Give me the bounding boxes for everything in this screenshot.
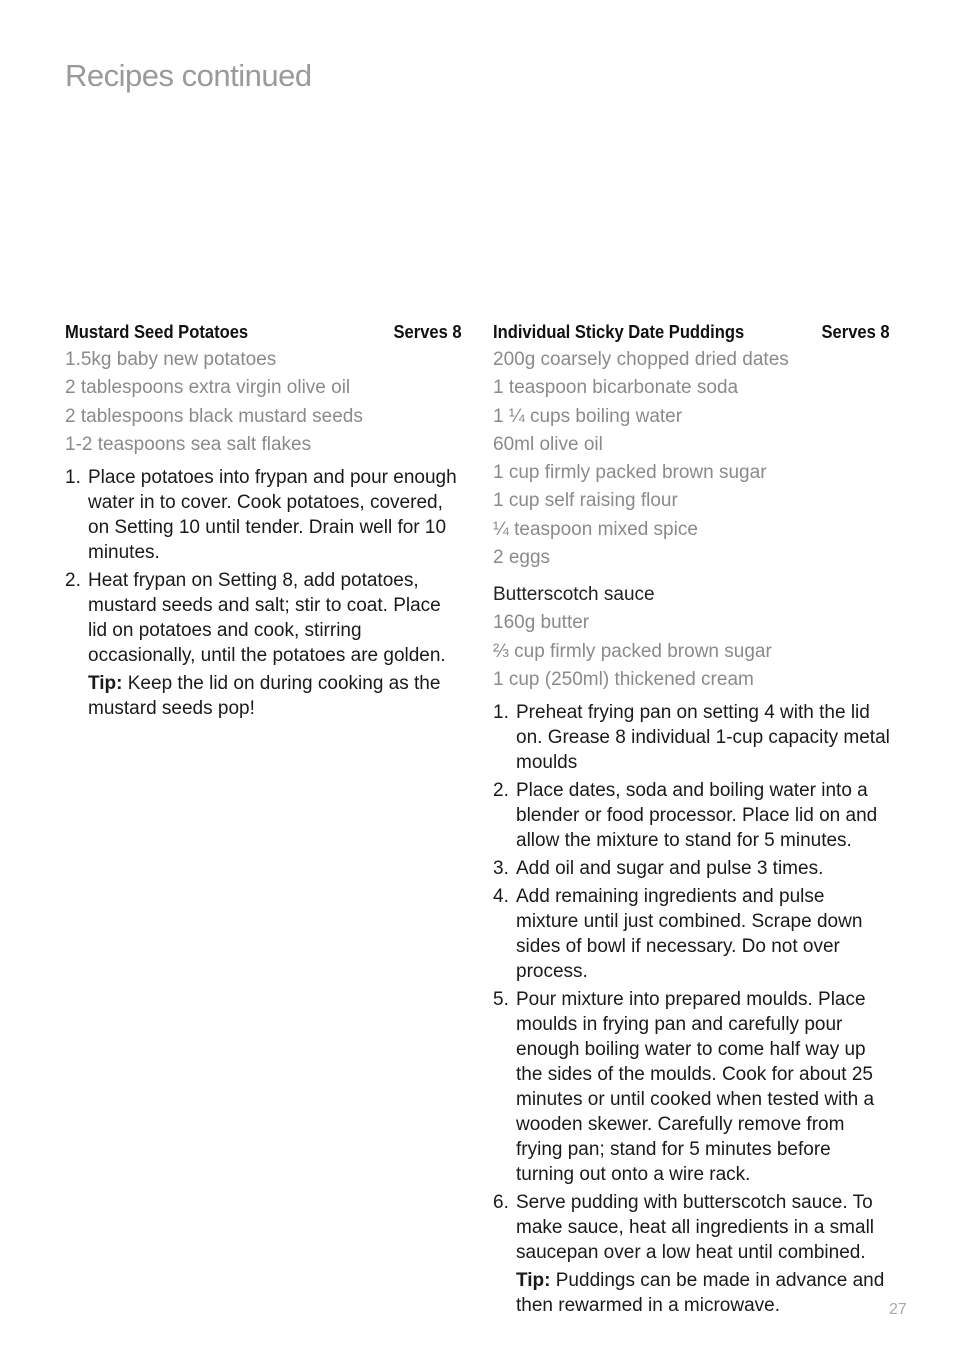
step-text: Heat frypan on Setting 8, add potatoes, mustard seeds and salt; stir to coat. Place lid on potatoes and cook, stirring occasionally, until the potatoes are golden. bbox=[88, 570, 446, 667]
tip-text: Puddings can be made in advance and then rewarmed in a microwave. bbox=[516, 1270, 885, 1317]
ingredient-item: 200g coarsely chopped dried dates bbox=[493, 349, 789, 370]
sauce-ingredient-list bbox=[493, 609, 890, 694]
method-steps bbox=[65, 465, 462, 721]
method-step bbox=[65, 568, 462, 721]
recipe-header bbox=[493, 318, 890, 346]
tip-label: Tip: bbox=[516, 1270, 551, 1292]
step-number: 2. bbox=[65, 570, 81, 592]
ingredient-item: 160g butter bbox=[493, 612, 590, 634]
ingredient-item: 1 cup firmly packed brown sugar bbox=[493, 462, 767, 484]
ingredient-item: 2 tablespoons black mustard seeds bbox=[65, 405, 363, 427]
ingredient-item: 1 cup self raising flour bbox=[493, 490, 678, 512]
tip bbox=[88, 671, 462, 721]
method-steps bbox=[493, 700, 890, 1318]
ingredient-item: 1-2 teaspoons sea salt flakes bbox=[65, 433, 312, 455]
tip bbox=[516, 1268, 890, 1318]
method-step bbox=[493, 884, 890, 984]
ingredient-item: 1 cup (250ml) thickened cream bbox=[493, 668, 754, 690]
method-step bbox=[493, 700, 890, 775]
recipe-header bbox=[65, 318, 462, 346]
ingredient-item: 2 tablespoons extra virgin olive oil bbox=[65, 377, 351, 399]
page-title: Recipes continued bbox=[65, 58, 312, 93]
step-number: 1. bbox=[493, 702, 509, 724]
tip-text: Keep the lid on during cooking as the mustard seeds pop! bbox=[88, 673, 441, 720]
method-step bbox=[493, 987, 890, 1187]
recipe-mustard-seed-potatoes bbox=[65, 318, 462, 724]
step-text: Serve pudding with butterscotch sauce. To make sauce, heat all ingredients in a small saucepan over a low heat until combined. bbox=[516, 1192, 875, 1264]
ingredient-item: 1 ¼ cups boiling water bbox=[493, 405, 683, 427]
step-text: Place potatoes into frypan and pour enough water in to cover. Cook potatoes, covered, on Setting 10 until tender. Drain well for 10 minutes. bbox=[88, 467, 457, 564]
step-number: 3. bbox=[493, 858, 509, 880]
ingredient-list bbox=[65, 346, 462, 459]
recipe-title: Individual Sticky Date Puddings bbox=[493, 322, 745, 342]
step-text: Preheat frying pan on setting 4 with the lid on. Grease 8 individual 1-cup capacity metal moulds bbox=[516, 702, 890, 774]
method-step bbox=[65, 465, 462, 565]
step-number: 1. bbox=[65, 467, 81, 489]
step-number: 5. bbox=[493, 989, 509, 1011]
ingredient-list bbox=[493, 346, 890, 572]
step-number: 2. bbox=[493, 780, 509, 802]
step-text: Add oil and sugar and pulse 3 times. bbox=[516, 858, 824, 880]
ingredient-item: 1 teaspoon bicarbonate soda bbox=[493, 377, 739, 399]
recipe-serves: Serves 8 bbox=[393, 322, 462, 342]
ingredient-item: ¼ teaspoon mixed spice bbox=[493, 518, 698, 540]
method-step bbox=[493, 856, 890, 881]
step-number: 6. bbox=[493, 1192, 509, 1214]
ingredient-item: 2 eggs bbox=[493, 547, 551, 569]
method-step bbox=[493, 778, 890, 853]
ingredient-item: 1.5kg baby new potatoes bbox=[65, 349, 277, 370]
ingredient-item: 60ml olive oil bbox=[493, 433, 603, 455]
step-number: 4. bbox=[493, 886, 509, 908]
recipe-title: Mustard Seed Potatoes bbox=[65, 322, 249, 342]
step-text: Pour mixture into prepared moulds. Place moulds in frying pan and carefully pour enough boiling water to come half way up the sides of the moulds. Cook for about 25 minutes or until cooked when tested with a wooden skewer. Carefully remove from frying pan; stand for 5 minutes before turning out onto a wire rack. bbox=[516, 989, 875, 1186]
tip-label: Tip: bbox=[88, 673, 123, 695]
method-step bbox=[493, 1190, 890, 1318]
step-text: Place dates, soda and boiling water into a blender or food processor. Place lid on and allow the mixture to stand for 5 minutes. bbox=[516, 780, 878, 852]
sauce-heading: Butterscotch sauce bbox=[493, 584, 655, 606]
ingredient-item: ⅔ cup firmly packed brown sugar bbox=[493, 640, 772, 662]
step-text: Add remaining ingredients and pulse mixture until just combined. Scrape down sides of bowl if necessary. Do not over process. bbox=[516, 886, 863, 983]
page-number: 27 bbox=[889, 1301, 907, 1318]
recipe-serves: Serves 8 bbox=[821, 322, 890, 342]
recipe-sticky-date-puddings bbox=[493, 318, 890, 1321]
